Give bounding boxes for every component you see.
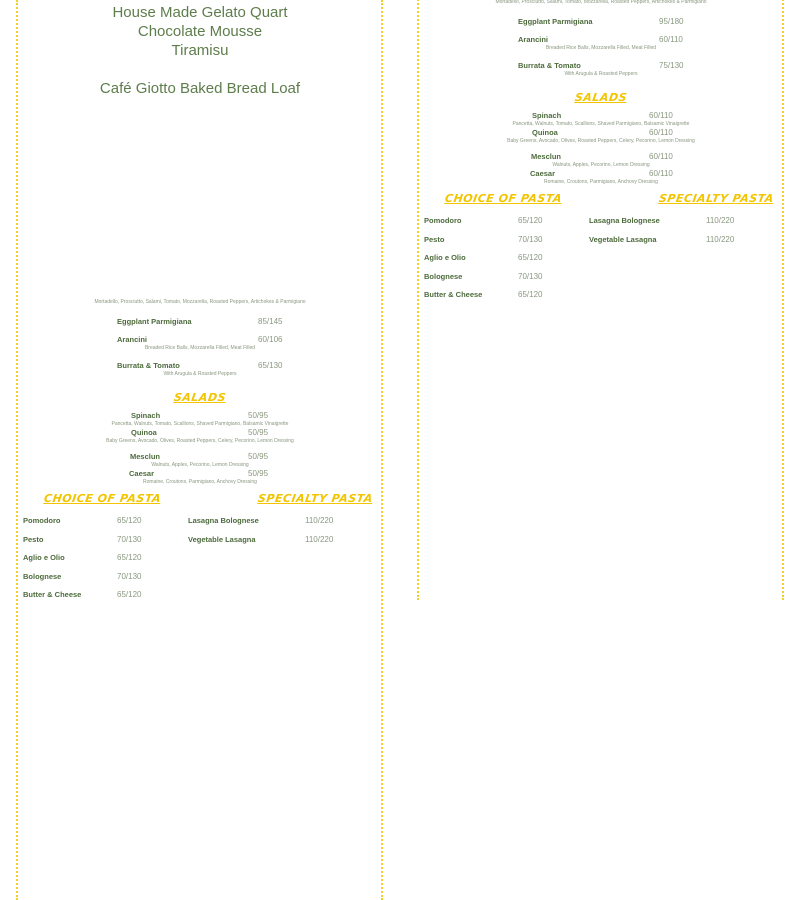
- antipasti-item-name: Arancini: [518, 35, 549, 44]
- antipasti-item-name: Arancini: [117, 335, 148, 344]
- specialty-item-name: Lasagna Bolognese: [188, 516, 259, 525]
- antipasti-item-description: With Arugula & Roasted Peppers: [564, 71, 638, 77]
- pasta-item-name: Aglio e Olio: [424, 253, 466, 262]
- specialty-pasta-heading: SPECIALTY PASTA: [257, 492, 374, 505]
- pasta-item-price: 70/130: [518, 234, 543, 244]
- salad-item-name: Quinoa: [131, 428, 157, 437]
- antipasti-item-description: Breaded Rice Balls, Mozzarella Filled, Meat Filled: [545, 45, 657, 51]
- pasta-item-price: 65/120: [117, 516, 142, 525]
- antipasti-item-description: Breaded Rice Balls, Mozzarella Filled, Meat Filled: [144, 345, 256, 351]
- pasta-item-name: Aglio e Olio: [23, 553, 65, 562]
- pasta-item-price: 65/120: [518, 216, 543, 225]
- salad-item-description: Pancetta, Walnuts, Tomato, Scallions, Shaved Parmigiano, Balsamic Vinaigrette: [512, 121, 690, 127]
- border-left: [417, 0, 419, 600]
- pasta-item-price: 70/130: [117, 571, 142, 581]
- salad-item-price: 50/95: [248, 428, 269, 437]
- salad-item-name: Spinach: [131, 411, 161, 420]
- menu-title-line: Café Giotto Baked Bread Loaf: [99, 80, 301, 97]
- antipasti-item-name: Burrata & Tomato: [117, 361, 180, 370]
- salads-heading: SALADS: [173, 391, 227, 404]
- antipasti-item-price: 60/110: [659, 35, 683, 44]
- antipasti-item-name: Eggplant Parmigiana: [518, 17, 593, 26]
- antipasti-description: Mortadello, Prosciutto, Salami, Tomato, Mozzarella, Roasted Peppers, Artichokes & Parmigiano: [495, 0, 707, 5]
- salad-item-description: Pancetta, Walnuts, Tomato, Scallions, Shaved Parmigiano, Balsamic Vinaigrette: [111, 421, 289, 427]
- specialty-item-price: 110/220: [706, 235, 735, 244]
- pasta-item-price: 65/120: [518, 253, 543, 262]
- salad-item-description: Walnuts, Apples, Pecorino, Lemon Dressing: [151, 462, 249, 468]
- salad-item-description: Walnuts, Apples, Pecorino, Lemon Dressing: [552, 162, 650, 168]
- antipasti-item-price: 95/180: [659, 17, 684, 26]
- antipasti-item-price: 75/130: [659, 61, 684, 70]
- pasta-item-name: Pesto: [23, 534, 44, 544]
- pasta-item-name: Butter & Cheese: [424, 290, 483, 299]
- salad-item-price: 60/110: [649, 128, 673, 137]
- specialty-item-name: Lasagna Bolognese: [589, 216, 660, 225]
- border-right: [782, 0, 784, 600]
- pasta-item-price: 65/120: [117, 553, 142, 562]
- salad-item-name: Caesar: [530, 169, 556, 178]
- salad-item-name: Spinach: [532, 111, 562, 120]
- specialty-item-name: Vegetable Lasagna: [589, 235, 657, 244]
- border-right: [381, 0, 383, 900]
- pasta-item-name: Pomodoro: [23, 516, 61, 525]
- antipasti-item-price: 60/106: [258, 335, 283, 344]
- salad-item-price: 50/95: [248, 452, 269, 461]
- pasta-item-name: Pesto: [424, 234, 445, 244]
- salad-item-description: Baby Greens, Avocado, Olives, Roasted Peppers, Celery, Pecorino, Lemon Dressing: [507, 138, 695, 144]
- specialty-pasta-heading: SPECIALTY PASTA: [658, 192, 775, 205]
- pasta-item-name: Bolognese: [424, 271, 463, 281]
- pasta-item-price: 70/130: [518, 271, 543, 281]
- salad-item-name: Mesclun: [130, 452, 161, 461]
- salad-item-price: 50/95: [248, 469, 269, 478]
- antipasti-description: Mortadello, Prosciutto, Salami, Tomato, Mozzarella, Roasted Peppers, Artichokes & Parmigiano: [94, 299, 306, 305]
- antipasti-item-description: With Arugula & Roasted Peppers: [163, 371, 237, 377]
- salads-heading: SALADS: [574, 91, 628, 104]
- border-left: [16, 0, 18, 900]
- choice-of-pasta-heading: CHOICE OF PASTA: [43, 492, 162, 505]
- salad-item-price: 60/110: [649, 111, 673, 120]
- menu-title-line: Chocolate Mousse: [137, 23, 263, 40]
- salad-item-price: 50/95: [248, 411, 269, 420]
- salad-item-price: 60/110: [649, 152, 673, 161]
- antipasti-item-name: Eggplant Parmigiana: [117, 317, 192, 326]
- choice-of-pasta-heading: CHOICE OF PASTA: [444, 192, 563, 205]
- salad-item-description: Romaine, Croutons, Parmigiano, Anchovy Dressing: [544, 179, 658, 185]
- salad-item-name: Caesar: [129, 469, 155, 478]
- salad-item-name: Mesclun: [531, 152, 562, 161]
- salad-item-name: Quinoa: [532, 128, 558, 137]
- pasta-item-name: Butter & Cheese: [23, 590, 82, 599]
- pasta-item-name: Pomodoro: [424, 216, 462, 225]
- antipasti-item-price: 85/145: [258, 317, 283, 326]
- pasta-item-name: Bolognese: [23, 571, 62, 581]
- salad-item-price: 60/110: [649, 169, 673, 178]
- salad-item-description: Baby Greens, Avocado, Olives, Roasted Peppers, Celery, Pecorino, Lemon Dressing: [106, 438, 294, 444]
- menu-page-right: [401, 0, 800, 600]
- menu-title-line: Tiramisu: [171, 42, 229, 59]
- salad-item-description: Romaine, Croutons, Parmigiano, Anchovy Dressing: [143, 479, 257, 485]
- specialty-item-price: 110/220: [706, 216, 735, 225]
- specialty-item-name: Vegetable Lasagna: [188, 535, 256, 544]
- antipasti-item-price: 65/130: [258, 361, 283, 370]
- pasta-item-price: 65/120: [518, 290, 543, 299]
- specialty-item-price: 110/220: [305, 516, 334, 525]
- pasta-item-price: 65/120: [117, 590, 142, 599]
- specialty-item-price: 110/220: [305, 535, 334, 544]
- menu-title-line: House Made Gelato Quart: [112, 4, 288, 21]
- antipasti-item-name: Burrata & Tomato: [518, 61, 581, 70]
- pasta-item-price: 70/130: [117, 534, 142, 544]
